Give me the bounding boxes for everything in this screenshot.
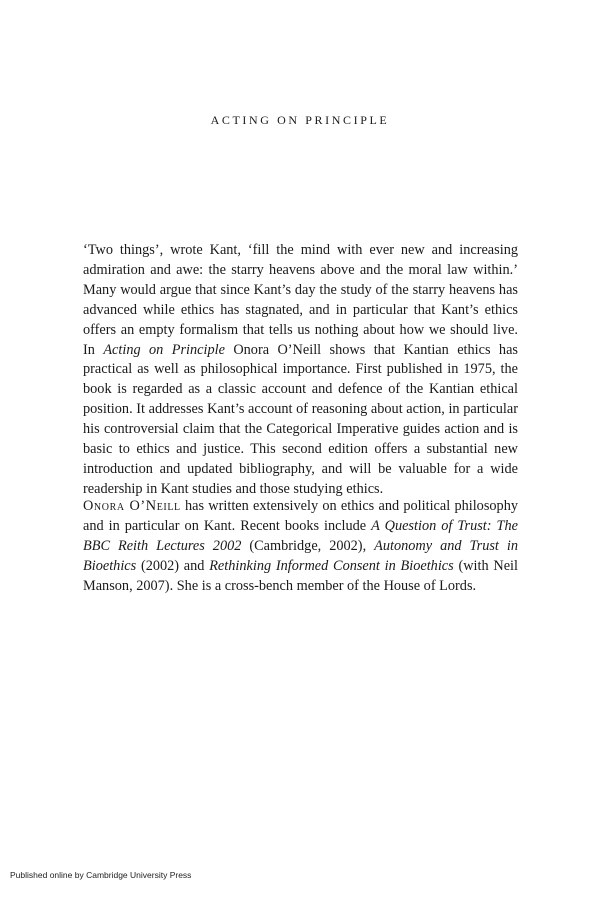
author-bio — [83, 497, 518, 597]
book-title-informed-consent: Rethinking Informed Consent in Bioethics — [209, 557, 454, 574]
description-text-part1: ‘Two things’, wrote Kant, ‘fill the mind with ever new and increasing admiration and awe: the starry heavens above and the moral law within.’ Many would argue that since Kant’s day the study of the starry heavens has advanced while ethics has stagnated, and in particular that Kant’s ethics offers an empty formalism that tells us nothing about how we should live. In — [83, 242, 518, 358]
book-description — [83, 241, 518, 500]
description-text-part2: Onora O’Neill shows that Kantian ethics has practical as well as philosophical importance. First published in 1975, the book is regarded as a classic account and defence of the Kantian ethical position. It addresses Kant’s account of reasoning about action, in particular his controversial claim that the Categorical Imperative guides action and is basic to ethics and justice. This second edition offers a substantial new introduction and updated bibliography, and will be valuable for a wide readership in Kant studies and those studying ethics. — [83, 341, 518, 497]
bio-text-part1: has written extensively on ethics and political philosophy and in particular on Kant. Recent books include — [83, 498, 518, 534]
page-title: ACTING ON PRINCIPLE — [210, 113, 390, 127]
bio-text-part2: (Cambridge, 2002), — [241, 537, 375, 554]
book-title-italic: Acting on Principle — [103, 341, 225, 358]
bio-text-part3: (2002) and — [136, 557, 210, 574]
author-name: Onora O’Neill — [83, 498, 181, 514]
book-title-autonomy-trust: Autonomy and Trust in Bioethics — [83, 537, 518, 574]
bio-text-part4: (with Neil Manson, 2007). She is a cross-bench member of the House of Lords. — [83, 557, 518, 594]
publisher-footer: Published online by Cambridge University Press — [10, 870, 192, 880]
book-title-reith-lectures: A Question of Trust: The BBC Reith Lectures 2002 — [83, 517, 518, 554]
